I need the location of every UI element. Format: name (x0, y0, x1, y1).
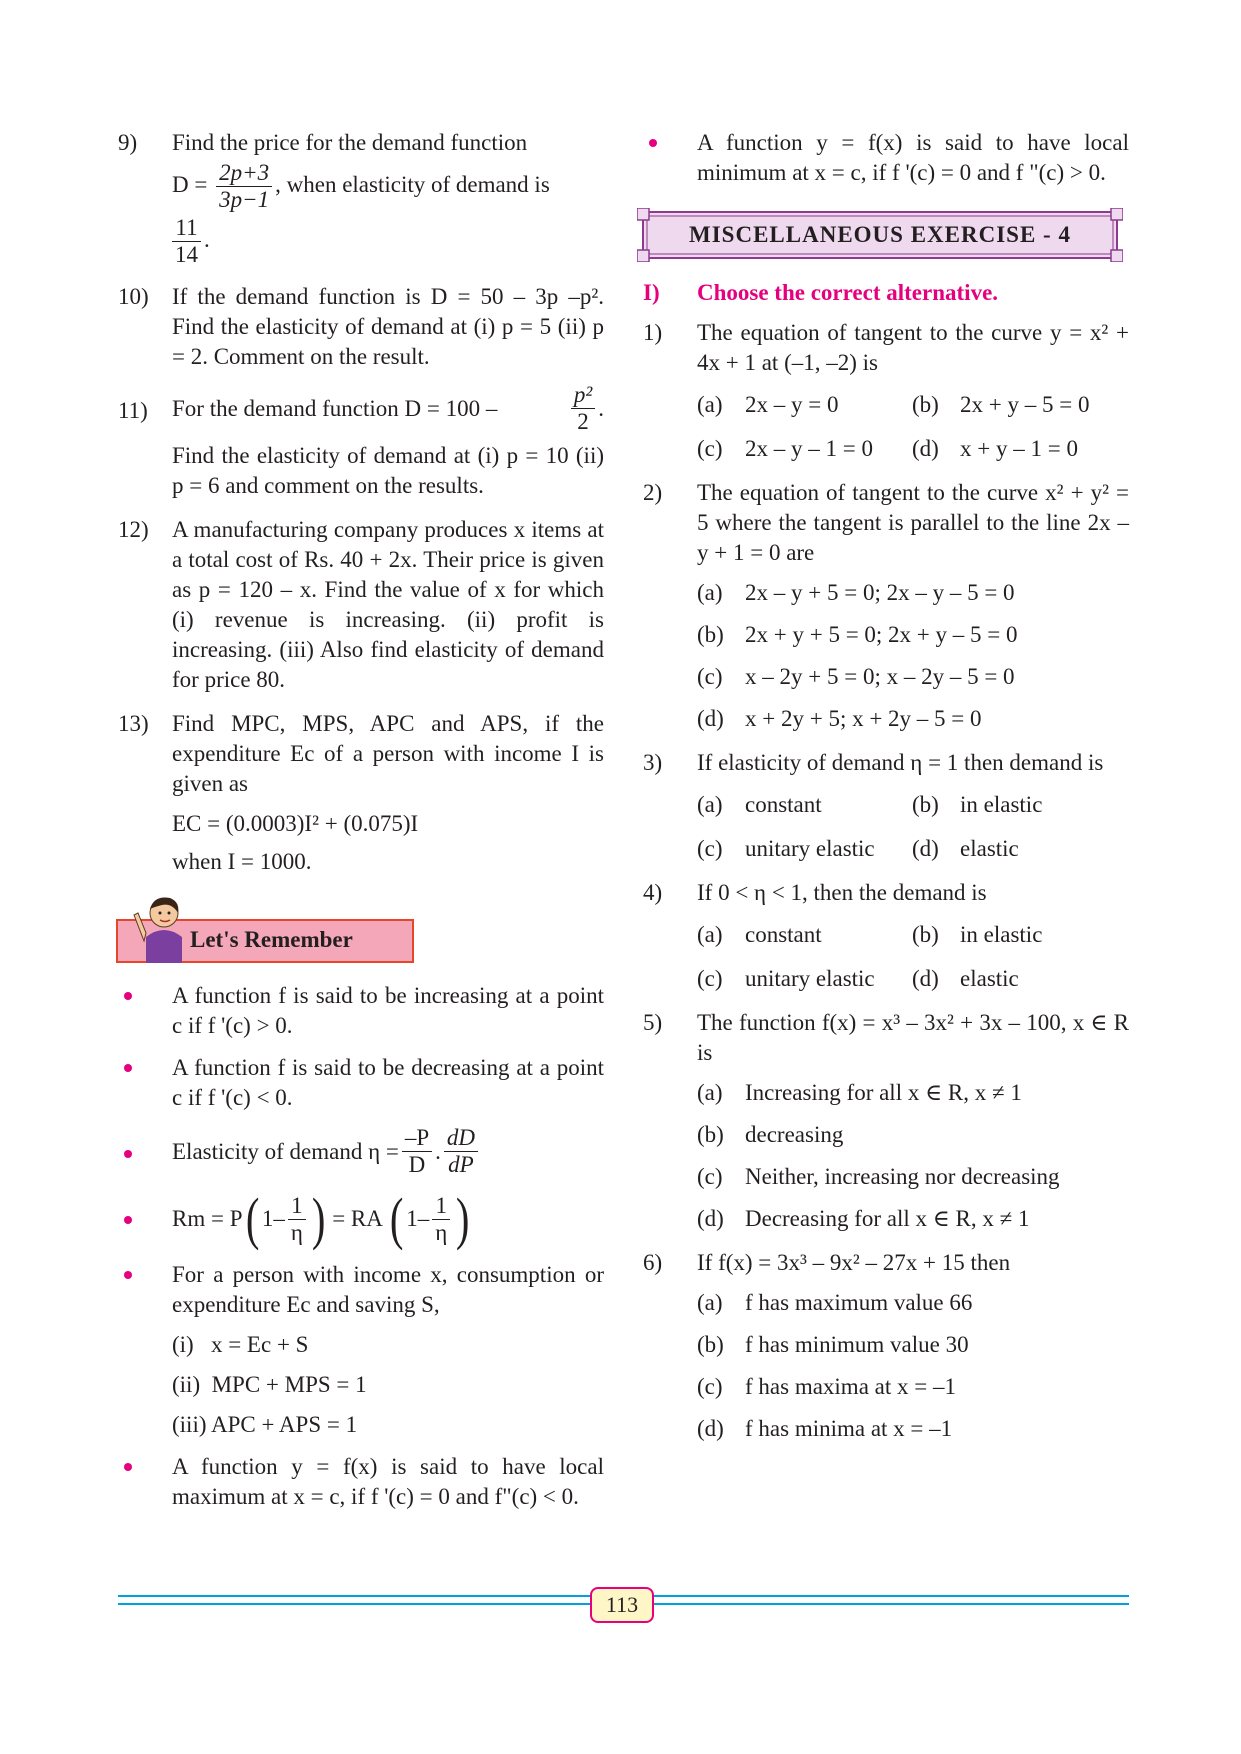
fraction: $\frac{-P}{D}$ (402, 1125, 432, 1178)
question-text: when I = 1000. (172, 849, 312, 874)
question-number: 1) (643, 320, 663, 345)
option-a: (a) 2x – y + 5 = 0; 2x – y – 5 = 0 (697, 580, 1015, 605)
option-a: (a) constant (697, 922, 822, 947)
fraction: $\frac{2p+3}{3p-1}$ (216, 160, 272, 213)
option-d: (d) elastic (912, 836, 1019, 861)
question-text: If 0 < η < 1, then the demand is (697, 880, 987, 905)
bullet-icon (124, 1271, 132, 1279)
option-b: (b) f has minimum value 30 (697, 1332, 969, 1357)
question-text: If elasticity of demand η = 1 then demand is (697, 750, 1104, 775)
question-number: 13) (118, 711, 149, 736)
question-text: A manufacturing company produces x items at a total cost of Rs. 40 + 2x. Their price is given as p = 120 – x. Find the value of x for which (i) revenue is increasing. (ii) profit is increasing. (iii) Also find elasticity of demand for price 80. (172, 517, 604, 692)
right-column (643, 128, 1129, 1456)
question-number: 2) (643, 480, 663, 505)
question-number: 6) (643, 1250, 663, 1275)
miscellaneous-exercise-banner (637, 208, 1123, 262)
page-number: 113 (590, 1587, 654, 1623)
question-12 (118, 515, 604, 695)
question-text: Find MPC, MPS, APC and APS, if the expenditure Ec of a person with income I is given as (172, 711, 604, 796)
left-column (118, 128, 604, 1524)
bullet-icon (124, 992, 132, 1000)
question-6 (643, 1248, 1129, 1444)
option-a: (a) 2x – y = 0 (697, 392, 839, 417)
option-a: (a) constant (697, 792, 822, 817)
remember-point: Rm = P ( 1– $\frac{1}{\eta}$ ) = RA ( 1– $\frac{1}{\eta}$ ) (118, 1190, 604, 1248)
question-4 (643, 878, 1129, 994)
option-a: (a) Increasing for all x ∈ R, x ≠ 1 (697, 1080, 1022, 1105)
bullet-icon (124, 1150, 132, 1158)
question-number: 5) (643, 1010, 663, 1035)
fraction: $\frac{dD}{dP}$ (444, 1125, 478, 1178)
question-text: For the demand function D = 100 – (172, 395, 498, 421)
option-b: (b) 2x + y – 5 = 0 (912, 392, 1090, 417)
remember-point: For a person with income x, consumption or expenditure Ec and saving S, (i) x = Ec + S (ii) MPC + MPS = 1 (iii) APC + APS = 1 (118, 1260, 604, 1440)
option-d: (d) x + y – 1 = 0 (912, 436, 1078, 461)
question-2 (643, 478, 1129, 734)
question-11: 11) For the demand function D = 100 – $\frac{\text{p²}}{2}$ . Find the elasticity of demand at (i) p = 10 (ii) p = 6 and comment on the results. (118, 382, 604, 501)
remember-point: Elasticity of demand η = $\frac{-P}{D}$ . $\frac{dD}{dP}$ (118, 1125, 604, 1178)
question-5 (643, 1008, 1129, 1234)
question-3 (643, 748, 1129, 864)
bullet-icon (649, 139, 657, 147)
option-c: (c) x – 2y + 5 = 0; x – 2y – 5 = 0 (697, 664, 1015, 689)
option-b: (b) decreasing (697, 1122, 844, 1147)
question-13 (118, 709, 604, 877)
question-text: If f(x) = 3x³ – 9x² – 27x + 15 then (697, 1250, 1011, 1275)
question-number: 12) (118, 517, 149, 542)
fraction: $\frac{\text{p²}}{2}$ (571, 382, 595, 435)
lets-remember-banner (116, 895, 604, 965)
question-9: 9) Find the price for the demand function D = $\frac{2p+3}{3p-1}$ , when elasticity of demand is $\frac{11}{14}$ . (118, 128, 604, 268)
bullet-icon (124, 1463, 132, 1471)
boy-pointing-icon (124, 893, 194, 963)
lets-remember-title: Let's Remember (190, 927, 353, 952)
remember-point: A function f is said to be increasing at a point c if f '(c) > 0. (118, 981, 604, 1041)
question-text: Find the price for the demand function (172, 130, 528, 155)
question-10 (118, 282, 604, 372)
option-a: (a) f has maximum value 66 (697, 1290, 973, 1315)
question-number: 4) (643, 880, 663, 905)
fraction: $\frac{1}{\eta}$ (288, 1193, 306, 1246)
option-c: (c) unitary elastic (697, 966, 875, 991)
exercise-title: MISCELLANEOUS EXERCISE - 4 (689, 222, 1071, 247)
option-d: (d) elastic (912, 966, 1019, 991)
question-text: If the demand function is D = 50 – 3p –p². Find the elasticity of demand at (i) p = 5 (ii) p = 2. Comment on the result. (172, 284, 604, 369)
option-c: (c) f has maxima at x = –1 (697, 1374, 956, 1399)
section-heading: I) Choose the correct alternative. (643, 280, 999, 305)
question-text: Find the elasticity of demand at (i) p = 10 (ii) p = 6 and comment on the results. (172, 443, 604, 498)
option-d: (d) f has minima at x = –1 (697, 1416, 953, 1441)
option-d: (d) x + 2y + 5; x + 2y – 5 = 0 (697, 706, 982, 731)
remember-point: A function y = f(x) is said to have local minimum at x = c, if f '(c) = 0 and f "(c) > 0. (643, 128, 1129, 188)
option-c: (c) 2x – y – 1 = 0 (697, 436, 873, 461)
fraction: $\frac{1}{\eta}$ (432, 1193, 450, 1246)
remember-point: A function y = f(x) is said to have local maximum at x = c, if f '(c) = 0 and f"(c) < 0. (118, 1452, 604, 1512)
page-footer (118, 1592, 1129, 1625)
equation: EC = (0.0003)I² + (0.075)I (172, 811, 419, 836)
option-c: (c) unitary elastic (697, 836, 875, 861)
option-d: (d) Decreasing for all x ∈ R, x ≠ 1 (697, 1206, 1030, 1231)
question-number: 3) (643, 750, 663, 775)
bullet-icon (124, 1216, 132, 1224)
option-c: (c) Neither, increasing nor decreasing (697, 1164, 1060, 1189)
fraction: $\frac{11}{14}$ (172, 215, 201, 268)
option-b: (b) 2x + y + 5 = 0; 2x + y – 5 = 0 (697, 622, 1018, 647)
option-b: (b) in elastic (912, 922, 1043, 947)
question-text: The equation of tangent to the curve y = x² + 4x + 1 at (–1, –2) is (697, 320, 1129, 375)
remember-point: A function f is said to be decreasing at a point c if f '(c) < 0. (118, 1053, 604, 1113)
question-number: 9) (118, 130, 138, 155)
question-1 (643, 318, 1129, 464)
option-b: (b) in elastic (912, 792, 1043, 817)
bullet-icon (124, 1064, 132, 1072)
question-text: The equation of tangent to the curve x² + y² = 5 where the tangent is parallel to the line 2x – y + 1 = 0 are (697, 480, 1129, 565)
question-text: The function f(x) = x³ – 3x² + 3x – 100, x ∈ R is (697, 1010, 1129, 1065)
question-number: 10) (118, 284, 149, 309)
question-number: 11) (118, 398, 148, 423)
